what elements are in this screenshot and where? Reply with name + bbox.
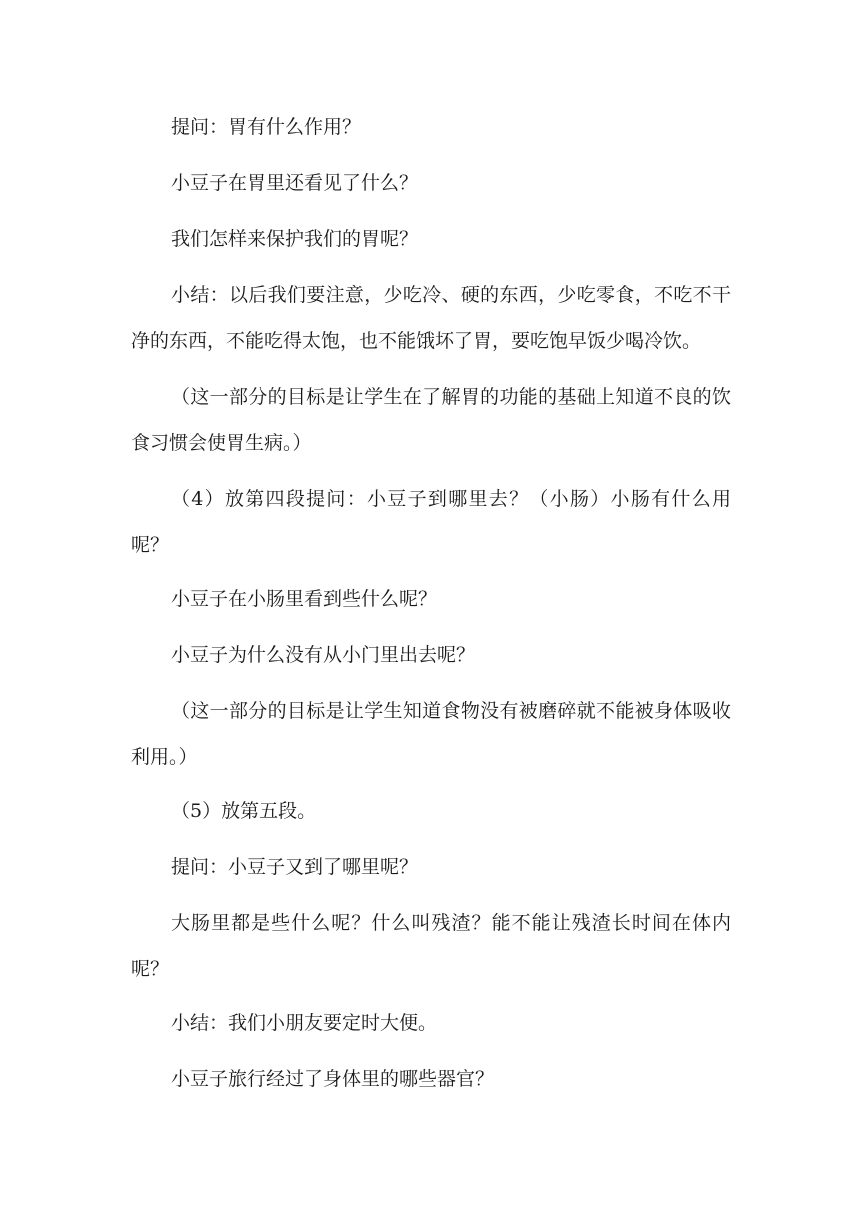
paragraph-small-door: 小豆子为什么没有从小门里出去呢？ xyxy=(171,644,476,666)
paragraph-question-protect-stomach: 我们怎样来保护我们的胃呢？ xyxy=(171,228,419,250)
paragraph-organs-question: 小豆子旅行经过了身体里的哪些器官？ xyxy=(171,1068,495,1090)
paragraph-question-stomach-function: 提问：胃有什么作用？ xyxy=(171,116,362,138)
paragraph-question-saw-in-stomach: 小豆子在胃里还看见了什么？ xyxy=(171,172,419,194)
paragraph-large-intestine: 大肠里都是些什么呢？什么叫残渣？能不能让残渣长时间在体内呢？ xyxy=(131,912,731,980)
paragraph-goal-absorption: （这一部分的目标是让学生知道食物没有被磨碎就不能被身体吸收利用。） xyxy=(131,700,731,768)
paragraph-section-five: （5）放第五段。 xyxy=(171,800,317,822)
paragraph-section-four: （4）放第四段提问：小豆子到哪里去？（小肠）小肠有什么用呢？ xyxy=(131,488,731,556)
paragraph-goal-stomach: （这一部分的目标是让学生在了解胃的功能的基础上知道不良的饮食习惯会使胃生病。） xyxy=(131,386,731,454)
paragraph-summary-bowel: 小结：我们小朋友要定时大便。 xyxy=(171,1012,438,1034)
paragraph-question-where-now: 提问：小豆子又到了哪里呢？ xyxy=(171,856,419,878)
paragraph-small-intestine-saw: 小豆子在小肠里看到些什么呢？ xyxy=(171,588,438,610)
paragraph-summary-stomach: 小结：以后我们要注意，少吃冷、硬的东西，少吃零食，不吃不干净的东西，不能吃得太饱，也不能饿坏了胃，要吃饱早饭少喝冷饮。 xyxy=(131,284,731,352)
